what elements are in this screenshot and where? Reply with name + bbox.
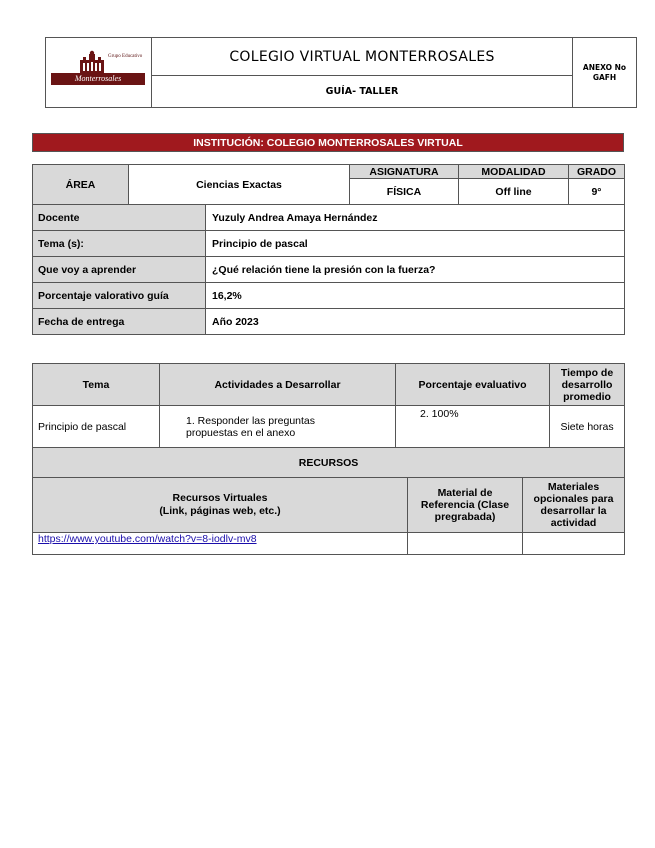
row-porcentaje: 2. 100% xyxy=(396,406,550,448)
materiales-opcionales-cell xyxy=(523,533,625,555)
title-cell xyxy=(152,38,573,107)
asignatura-value: FÍSICA xyxy=(350,179,459,205)
grado-label: GRADO xyxy=(569,165,625,179)
modalidad-value: Off line xyxy=(459,179,569,205)
recursos-virtuales-header xyxy=(33,478,408,533)
tema-value: Principio de pascal xyxy=(206,231,625,257)
actividades-header: Actividades a Desarrollar xyxy=(160,364,396,406)
logo-band: Monterrosales xyxy=(51,73,145,85)
document-subtitle: GUÍA- TALLER xyxy=(325,85,399,97)
institution-bar: INSTITUCIÓN: COLEGIO MONTERROSALES VIRTUAL xyxy=(32,133,624,152)
annex-cell xyxy=(573,38,636,107)
link-cell xyxy=(33,533,408,555)
recursos-virtuales-line-2: (Link, páginas web, etc.) xyxy=(159,505,281,517)
recursos-title: RECURSOS xyxy=(33,448,625,478)
row-tiempo: Siete horas xyxy=(550,406,625,448)
school-logo xyxy=(51,48,149,88)
aprender-label: Que voy a aprender xyxy=(33,257,206,283)
fecha-label: Fecha de entrega xyxy=(33,309,206,335)
school-title: COLEGIO VIRTUAL MONTERROSALES xyxy=(152,38,572,76)
castle-logo-icon xyxy=(77,50,107,74)
porcentaje-header: Porcentaje evaluativo xyxy=(396,364,550,406)
fecha-value: Año 2023 xyxy=(206,309,625,335)
tiempo-header: Tiempo de desarrollo promedio xyxy=(550,364,625,406)
area-value: Ciencias Exactas xyxy=(129,165,350,205)
docente-label: Docente xyxy=(33,205,206,231)
activities-table xyxy=(32,363,625,555)
annex-line-1: ANEXO No xyxy=(582,62,627,72)
modalidad-label: MODALIDAD xyxy=(459,165,569,179)
material-referencia-header: Material de Referencia (Clase pregrabada) xyxy=(408,478,523,533)
info-table xyxy=(32,164,625,335)
tema-label: Tema (s): xyxy=(33,231,206,257)
asignatura-label: ASIGNATURA xyxy=(350,165,459,179)
row-actividad: 1. Responder las preguntas propuestas en el anexo xyxy=(160,406,396,448)
docente-value: Yuzuly Andrea Amaya Hernández xyxy=(206,205,625,231)
recursos-virtuales-line-1: Recursos Virtuales xyxy=(172,492,268,504)
logo-small-text: Grupo Educativo xyxy=(108,54,143,59)
aprender-value: ¿Qué relación tiene la presión con la fuerza? xyxy=(206,257,625,283)
grado-value: 9° xyxy=(569,179,625,205)
document-header xyxy=(45,37,637,108)
porcentaje-label: Porcentaje valorativo guía xyxy=(33,283,206,309)
annex-line-2: GAFH xyxy=(592,72,617,82)
porcentaje-value: 16,2% xyxy=(206,283,625,309)
youtube-link[interactable]: https://www.youtube.com/watch?v=8-iodlv-mv8 xyxy=(38,533,257,545)
material-referencia-cell xyxy=(408,533,523,555)
area-label: ÁREA xyxy=(33,165,129,205)
logo-cell xyxy=(46,38,152,107)
row-tema: Principio de pascal xyxy=(33,406,160,448)
tema-header: Tema xyxy=(33,364,160,406)
materiales-opcionales-header: Materiales opcionales para desarrollar la actividad xyxy=(523,478,625,533)
